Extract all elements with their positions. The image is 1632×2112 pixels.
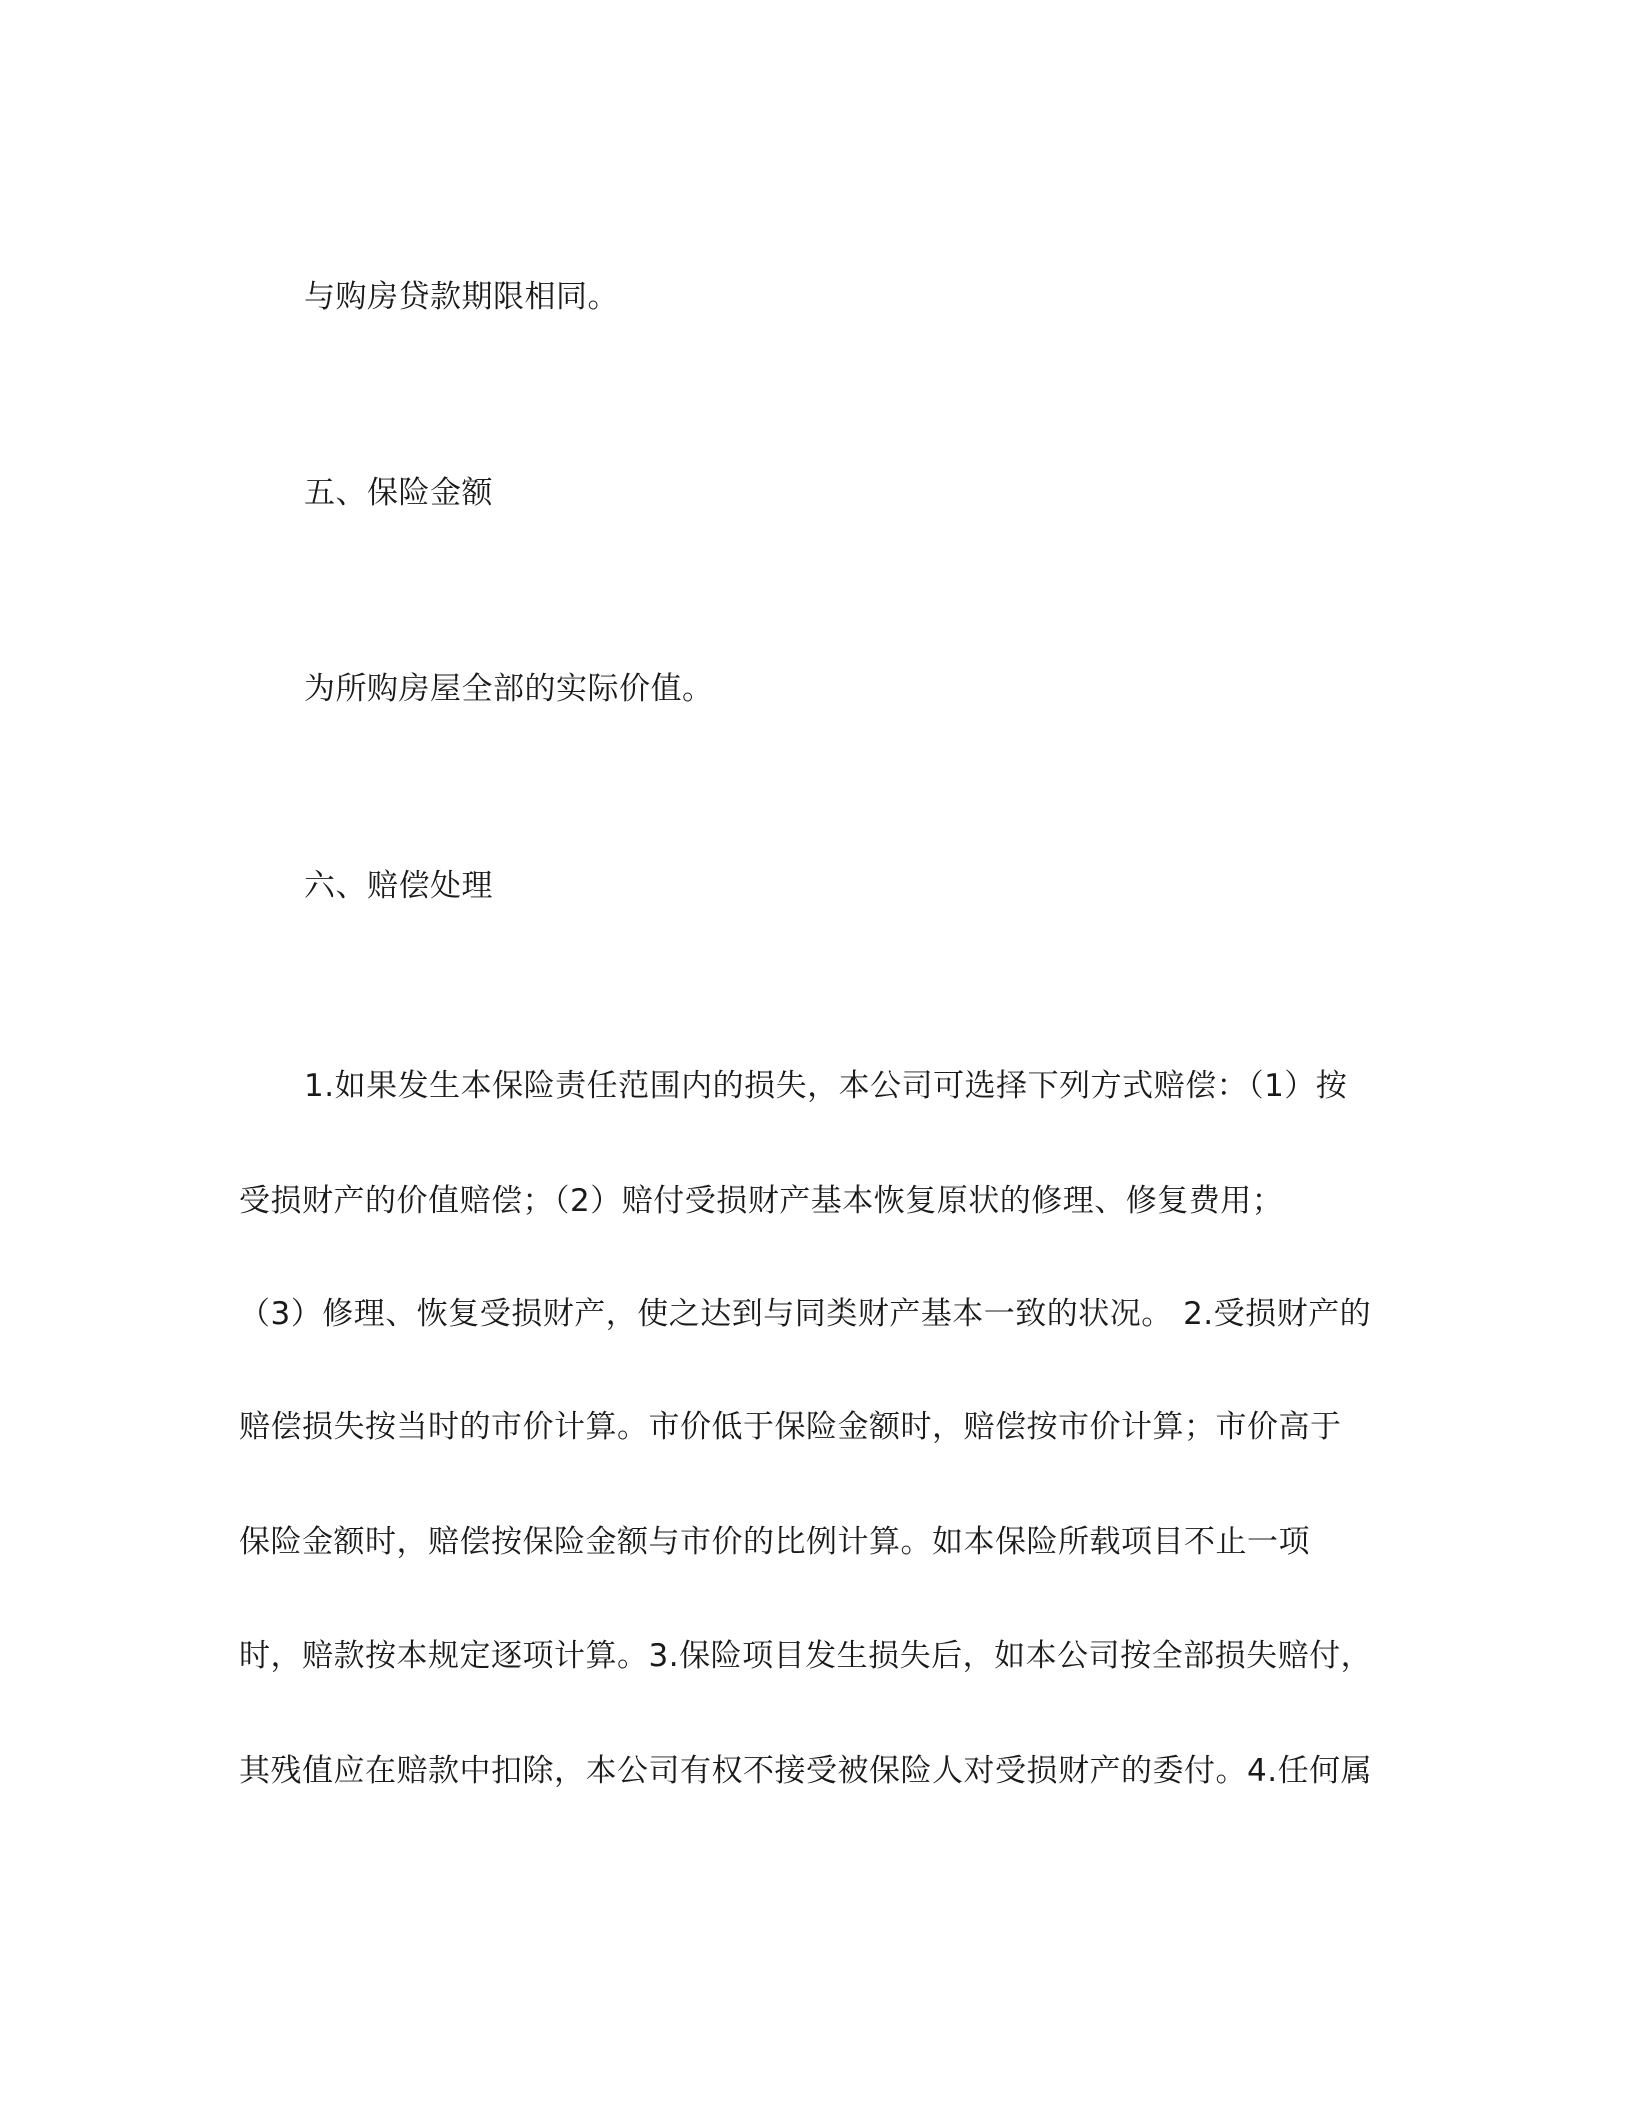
section-heading-compensation: 六、赔偿处理 [304,868,493,904]
section-heading-insured-amount: 五、保险金额 [304,475,493,511]
paragraph-term: 与购房贷款期限相同。 [304,279,619,315]
paragraph-line: 其残值应在赔款中扣除，本公司有权不接受被保险人对受损财产的委付。4.任何属 [239,1753,1373,1789]
paragraph-line: （3）修理、恢复受损财产，使之达到与同类财产基本一致的状况。 2.受损财产的 [239,1296,1372,1332]
paragraph-line: 时，赔款按本规定逐项计算。3.保险项目发生损失后，如本公司按全部损失赔付， [239,1638,1373,1674]
paragraph-line: 保险金额时，赔偿按保险金额与市价的比例计算。如本保险所载项目不止一项 [239,1524,1310,1560]
paragraph-insured-amount: 为所购房屋全部的实际价值。 [304,671,714,707]
paragraph-line: 受损财产的价值赔偿；（2）赔付受损财产基本恢复原状的修理、修复费用； [239,1183,1284,1219]
paragraph-line: 1.如果发生本保险责任范围内的损失，本公司可选择下列方式赔偿：（1）按 [304,1068,1348,1104]
paragraph-line: 赔偿损失按当时的市价计算。市价低于保险金额时，赔偿按市价计算；市价高于 [239,1409,1342,1445]
